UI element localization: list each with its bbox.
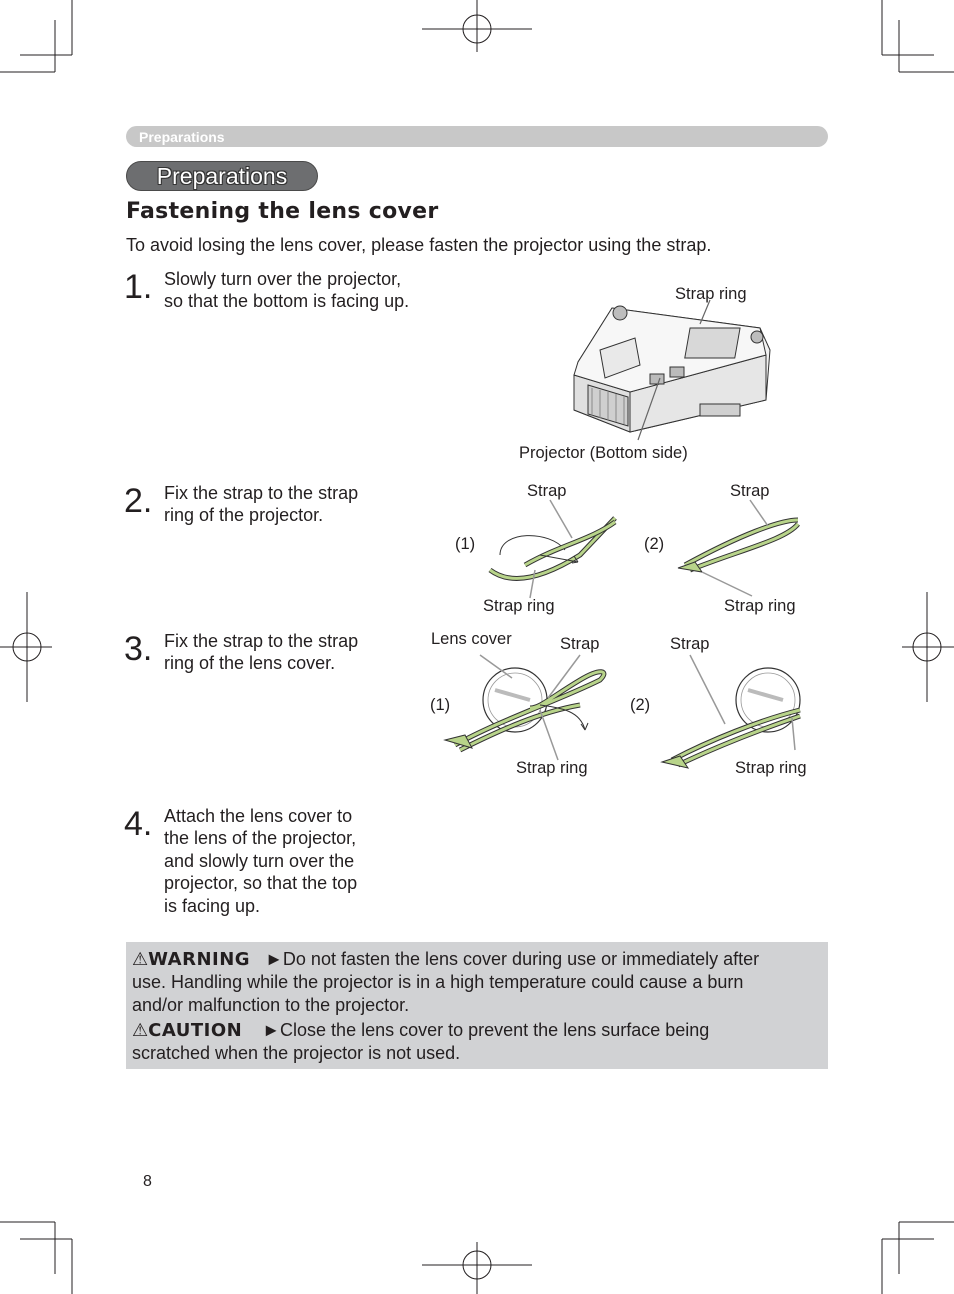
step-2-line-2: ring of the projector.: [164, 505, 324, 526]
warning-caution-box: [126, 942, 828, 1069]
fig2-strap-2-label: Strap: [730, 482, 770, 500]
warning-icon: ⚠: [132, 949, 149, 969]
warning-paragraph: [132, 948, 822, 1016]
fig1-strap-ring-label: Strap ring: [675, 285, 747, 303]
step-4-line-1: Attach the lens cover to: [164, 806, 353, 826]
fig3-strap-1-label: Strap: [560, 635, 600, 653]
step-4-line-5: is facing up.: [164, 895, 261, 916]
step-3-number: 3.: [124, 630, 153, 668]
step-3-line-2: ring of the lens cover.: [164, 653, 336, 674]
fig2-strap-ring-2-label: Strap ring: [724, 597, 796, 615]
section-header-label: Preparations: [139, 129, 225, 145]
section-pill-label: Preparations: [156, 163, 288, 189]
step-4-number: 4.: [124, 805, 153, 843]
fig3-lens-cover-label: Lens cover: [431, 630, 512, 648]
warning-line-1: Do not fasten the lens cover during use or immediately after: [282, 949, 760, 969]
page-number: 8: [143, 1173, 152, 1190]
step-3-line-1: Fix the strap to the strap: [164, 631, 359, 651]
fig2-sub2-label: (2): [644, 535, 665, 553]
page-title: Fastening the lens cover: [126, 199, 439, 224]
step-4-line-2: the lens of the projector,: [164, 828, 357, 849]
step-4-line-3: and slowly turn over the: [164, 850, 355, 871]
caution-icon: ⚠: [132, 1020, 149, 1040]
projector-bottom-illustration: [560, 300, 780, 445]
step-1-text: [164, 268, 409, 313]
step-1-line-1: Slowly turn over the projector,: [164, 269, 402, 289]
caution-paragraph: [132, 1019, 822, 1065]
warning-line-3: and/or malfunction to the projector.: [132, 994, 410, 1015]
step-3-text: [164, 630, 358, 675]
fig3-strap-2-label: Strap: [670, 635, 710, 653]
step-2-line-1: Fix the strap to the strap: [164, 483, 359, 503]
intro-text: To avoid losing the lens cover, please fasten the projector using the strap.: [126, 235, 712, 255]
step-4-text: [164, 805, 357, 917]
step-1-line-2: so that the bottom is facing up.: [164, 291, 410, 312]
fig3-sub1-label: (1): [430, 696, 451, 714]
fig3-strap-ring-1-label: Strap ring: [516, 759, 588, 777]
fig3-strap-ring-2-label: Strap ring: [735, 759, 807, 777]
step-2-number: 2.: [124, 482, 153, 520]
fig3-sub2-label: (2): [630, 696, 651, 714]
fig1-projector-bottom-label: Projector (Bottom side): [519, 444, 688, 462]
warning-line-2: use. Handling while the projector is in a high temperature could cause a burn: [132, 972, 744, 993]
warning-arrow-icon: ►: [265, 949, 283, 969]
caution-line-2: scratched when the projector is not used.: [132, 1043, 461, 1064]
fig2-strap-ring-1-label: Strap ring: [483, 597, 555, 615]
step-4-line-4: projector, so that the top: [164, 873, 358, 894]
caution-arrow-icon: ►: [262, 1020, 281, 1040]
step-2-text: [164, 482, 358, 527]
caution-line-1: Close the lens cover to prevent the lens surface being: [280, 1020, 710, 1040]
warning-keyword: WARNING: [148, 949, 251, 970]
step-1-number: 1.: [124, 268, 153, 306]
section-header-bar: [126, 126, 828, 147]
section-pill: [126, 161, 318, 191]
fig2-sub1-label: (1): [455, 535, 476, 553]
fig2-strap-1-label: Strap: [527, 482, 567, 500]
caution-keyword: CAUTION: [148, 1020, 243, 1041]
